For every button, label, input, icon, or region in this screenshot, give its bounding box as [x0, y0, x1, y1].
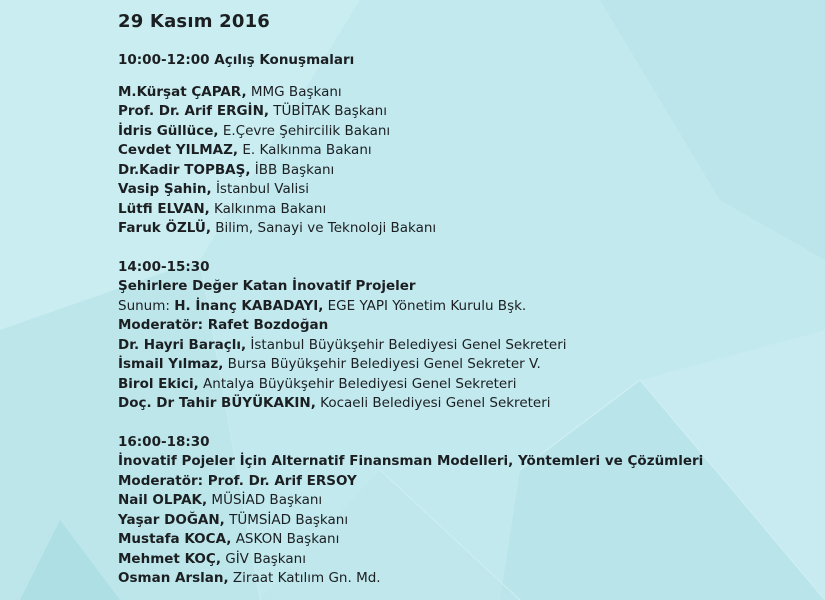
- speaker-title: Antalya Büyükşehir Belediyesi Genel Sekreteri: [198, 375, 517, 392]
- speaker-name: M.Kürşat ÇAPAR,: [118, 83, 247, 100]
- speaker-title: ASKON Başkanı: [231, 531, 340, 547]
- speaker-name: Cevdet YILMAZ,: [118, 142, 239, 158]
- speaker-line: [118, 375, 808, 395]
- speaker-name: Birol Ekici,: [118, 375, 199, 392]
- session-financing-models: [118, 433, 808, 589]
- session-title: İnovatif Pojeler İçin Alternatif Finansman Modelleri, Yöntemleri ve Çözümleri: [118, 453, 704, 469]
- speaker-title: TÜBİTAK Başkanı: [269, 103, 387, 119]
- speaker-line: [118, 122, 808, 142]
- speaker-title: İBB Başkanı: [250, 161, 335, 178]
- speaker-line: [118, 569, 808, 589]
- speaker-line: [118, 102, 808, 122]
- speaker-name: İdris Güllüce,: [118, 122, 219, 139]
- speaker-name: Yaşar DOĞAN,: [118, 511, 225, 528]
- speaker-title: MÜSİAD Başkanı: [207, 492, 323, 508]
- moderator-line: Moderatör: Prof. Dr. Arif ERSOY: [118, 472, 357, 489]
- speaker-name: Dr.Kadir TOPBAŞ,: [118, 161, 251, 178]
- speaker-title: Kocaeli Belediyesi Genel Sekreteri: [315, 395, 551, 411]
- speaker-title: İstanbul Büyükşehir Belediyesi Genel Sekreteri: [246, 336, 567, 353]
- session-time: 14:00-15:30: [118, 258, 210, 275]
- speaker-name: İsmail Yılmaz,: [118, 356, 224, 372]
- speaker-line: [118, 161, 808, 181]
- speaker-line: [118, 491, 808, 511]
- speaker-name: Mehmet KOÇ,: [118, 550, 221, 567]
- speaker-name: Mustafa KOCA,: [118, 531, 232, 547]
- session-opening: [118, 51, 808, 239]
- speaker-name: Dr. Hayri Baraçlı,: [118, 336, 247, 353]
- program-date: 29 Kasım 2016: [118, 11, 271, 32]
- speaker-line: [118, 180, 808, 200]
- presentation-line: [118, 297, 808, 317]
- speaker-title: İstanbul Valisi: [211, 181, 309, 197]
- session-title: Şehirlere Değer Katan İnovatif Projeler: [118, 278, 416, 294]
- presenter-name: H. İnanç KABADAYI,: [174, 297, 324, 314]
- speaker-title: TÜMSİAD Başkanı: [224, 511, 349, 528]
- speaker-line: [118, 394, 808, 414]
- program-content: [118, 10, 808, 589]
- speaker-title: E.Çevre Şehircilik Bakanı: [218, 122, 391, 139]
- speaker-line: [118, 83, 808, 103]
- speaker-name: Prof. Dr. Arif ERGİN,: [118, 103, 270, 119]
- speaker-line: [118, 141, 808, 161]
- speaker-line: [118, 200, 808, 220]
- speaker-name: Lütfi ELVAN,: [118, 200, 210, 217]
- speaker-title: Ziraat Katılım Gn. Md.: [228, 570, 381, 586]
- speaker-title: Kalkınma Bakanı: [209, 200, 327, 217]
- session-time-title: 10:00-12:00 Açılış Konuşmaları: [118, 52, 355, 68]
- speaker-line: [118, 355, 808, 375]
- speaker-line: [118, 550, 808, 570]
- speaker-name: Faruk ÖZLÜ,: [118, 220, 211, 236]
- speaker-title: E. Kalkınma Bakanı: [238, 142, 372, 158]
- speaker-name: Osman Arslan,: [118, 570, 229, 586]
- speaker-line: [118, 530, 808, 550]
- speaker-line: [118, 336, 808, 356]
- speaker-line: [118, 511, 808, 531]
- session-innovative-projects: [118, 258, 808, 414]
- speaker-name: Nail OLPAK,: [118, 492, 208, 508]
- speaker-title: GİV Başkanı: [220, 550, 306, 567]
- speaker-name: Doç. Dr Tahir BÜYÜKAKIN,: [118, 395, 316, 411]
- speaker-title: MMG Başkanı: [246, 83, 342, 100]
- speaker-line: [118, 219, 808, 239]
- presentation-prefix: Sunum:: [118, 297, 175, 314]
- speaker-name: Vasip Şahin,: [118, 181, 212, 197]
- moderator-line: Moderatör: Rafet Bozdoğan: [118, 317, 329, 333]
- speaker-title: Bilim, Sanayi ve Teknoloji Bakanı: [210, 220, 437, 236]
- session-time: 16:00-18:30: [118, 433, 210, 450]
- presenter-title: EGE YAPI Yönetim Kurulu Bşk.: [323, 297, 527, 314]
- speaker-title: Bursa Büyükşehir Belediyesi Genel Sekreter V.: [223, 356, 541, 372]
